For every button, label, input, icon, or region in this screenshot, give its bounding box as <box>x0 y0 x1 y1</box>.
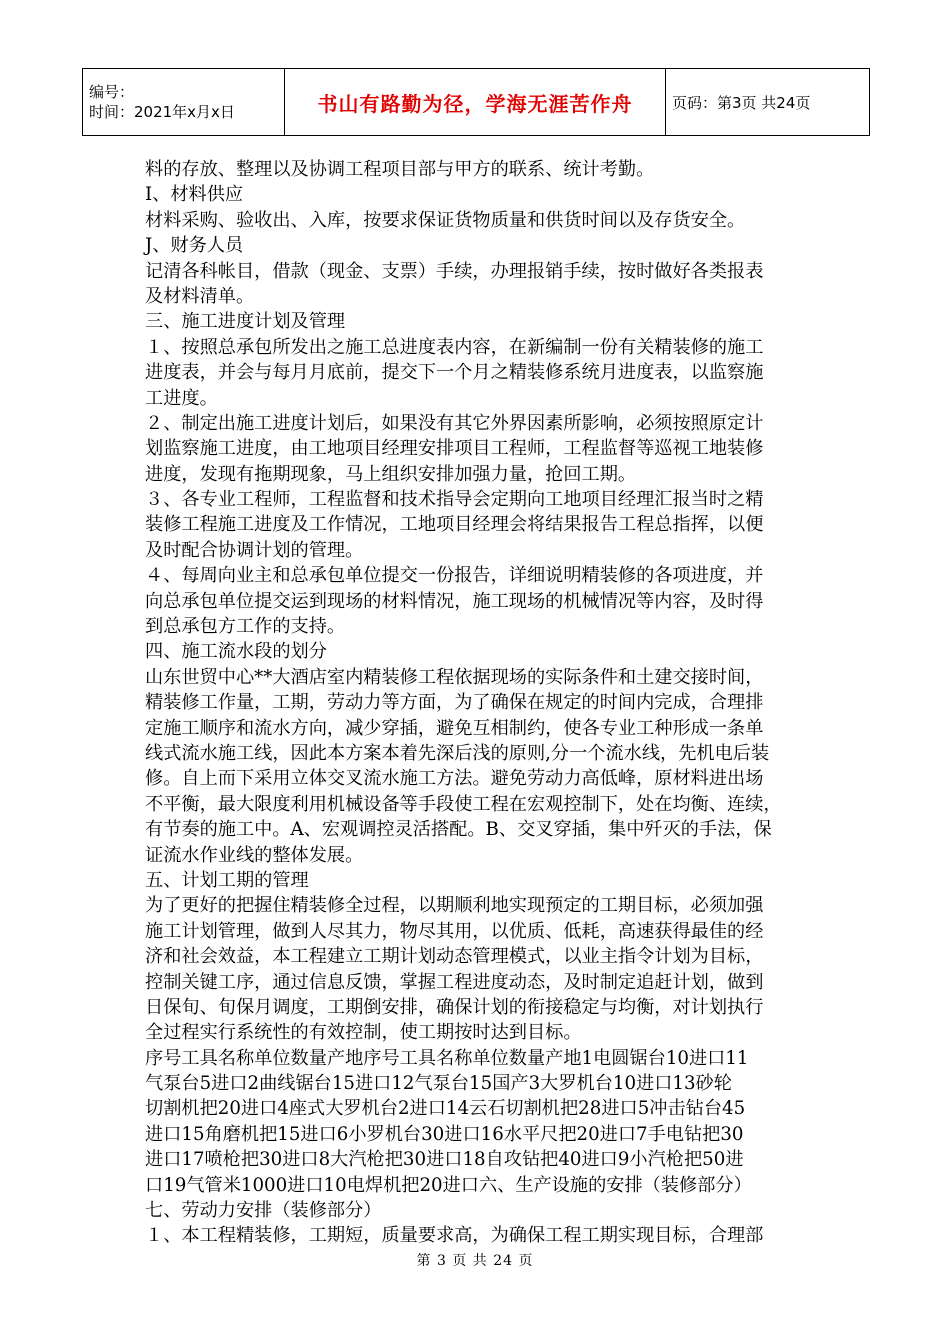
header-meta <box>83 69 285 136</box>
text-line: J、财务人员 <box>145 235 244 257</box>
text-line: 为了更好的把握住精装修全过程，以期顺利地实现预定的工期目标，必须加强 <box>145 895 764 917</box>
text-line: 划监察施工进度，由工地项目经理安排项目工程师，工程监督等巡视工地装修 <box>145 438 764 460</box>
text-line: 定施工顺序和流水方向，减少穿插，避免互相制约，使各专业工种形成一条单 <box>145 717 764 739</box>
document-time: 时间：2021年x月x日 <box>89 103 235 121</box>
text-line: 有节奏的施工中。A、宏观调控灵活搭配。B、交叉穿插，集中歼灭的手法，保 <box>145 819 772 841</box>
text-line: 控制关键工序，通过信息反馈，掌握工程进度动态，及时制定追赶计划，做到 <box>145 971 764 993</box>
text-line: 进口15角磨机把15进口6小罗机台30进口16水平尺把20进口7手电钻把30 <box>145 1123 744 1145</box>
text-line: ２、制定出施工进度计划后，如果没有其它外界因素所影响，必须按照原定计 <box>145 412 764 434</box>
page-footer: 第 3 页 共 24 页 <box>416 1253 534 1269</box>
text-line: 证流水作业线的整体发展。 <box>145 844 364 866</box>
text-line: 到总承包方工作的支持。 <box>145 616 346 638</box>
text-line: 七、劳动力安排（装修部分） <box>145 1200 382 1222</box>
text-line: 日保旬、旬保月调度，工期倒安排，确保计划的衔接稳定与均衡，对计划执行 <box>145 996 764 1018</box>
text-line: ４、每周向业主和总承包单位提交一份报告，详细说明精装修的各项进度，并 <box>145 565 764 587</box>
text-line: 序号工具名称单位数量产地序号工具名称单位数量产地1电圆锯台10进口11 <box>145 1047 749 1069</box>
text-line: 修。自上而下采用立体交叉流水施工方法。避免劳动力高低峰，原材料进出场 <box>145 768 764 790</box>
text-line: 线式流水施工线，因此本方案本着先深后浅的原则,分一个流水线，先机电后装 <box>145 742 770 764</box>
text-line: 料的存放、整理以及协调工程项目部与甲方的联系、统计考勤。 <box>145 159 655 180</box>
text-line: 施工计划管理，做到人尽其力，物尽其用，以优质、低耗，高速获得最佳的经 <box>145 920 764 942</box>
text-line: 口19气管米1000进口10电焊机把20进口六、生产设施的安排（装修部分） <box>145 1174 752 1196</box>
text-line: 向总承包单位提交运到现场的材料情况，施工现场的机械情况等内容，及时得 <box>145 590 764 612</box>
header-page-info: 页码：第3页 共24页 <box>666 69 870 136</box>
text-line: 切割机把20进口4座式大罗机台2进口14云石切割机把28进口5冲击钻台45 <box>145 1098 746 1120</box>
text-line: 山东世贸中心**大酒店室内精装修工程依据现场的实际条件和土建交接时间， <box>145 666 764 688</box>
document-number: 编号： <box>89 83 135 101</box>
text-line: 工进度。 <box>145 387 218 409</box>
text-line: １、按照总承包所发出之施工总进度表内容，在新编制一份有关精装修的施工 <box>145 336 764 358</box>
text-line: 装修工程施工进度及工作情况，工地项目经理会将结果报告工程总指挥，以便 <box>145 514 764 536</box>
text-line: 及时配合协调计划的管理。 <box>145 539 364 561</box>
text-line: 材料采购、验收出、入库，按要求保证货物质量和供货时间以及存货安全。 <box>145 209 746 231</box>
text-line: 三、施工进度计划及管理 <box>145 311 346 333</box>
text-line: 四、施工流水段的划分 <box>145 641 327 663</box>
text-line: 全过程实行系统性的有效控制，使工期按时达到目标。 <box>145 1022 582 1044</box>
text-line: ３、各专业工程师，工程监督和技术指导会定期向工地项目经理汇报当时之精 <box>145 489 764 511</box>
page-header <box>82 68 870 136</box>
text-line: 及材料清单。 <box>145 285 255 307</box>
text-line: 精装修工作量，工期，劳动力等方面，为了确保在规定的时间内完成，合理排 <box>145 692 764 714</box>
document-body <box>145 157 805 1249</box>
text-line: 五、计划工期的管理 <box>145 869 309 891</box>
text-line: 记清各科帐目，借款（现金、支票）手续，办理报销手续，按时做好各类报表 <box>145 260 764 282</box>
text-line: I、材料供应 <box>145 184 244 206</box>
text-line: 济和社会效益，本工程建立工期计划动态管理模式，以业主指令计划为目标， <box>145 946 764 968</box>
header-motto: 书山有路勤为径，学海无涯苦作舟 <box>285 69 666 136</box>
text-line: １、本工程精装修，工期短，质量要求高，为确保工程工期实现目标，合理部 <box>145 1225 764 1247</box>
text-line: 进度表，并会与每月月底前，提交下一个月之精装修系统月进度表，以监察施 <box>145 362 764 384</box>
text-line: 进口17喷枪把30进口8大汽枪把30进口18自攻钻把40进口9小汽枪把50进 <box>145 1149 744 1171</box>
text-line: 气泵台5进口2曲线锯台15进口12气泵台15国产3大罗机台10进口13砂轮 <box>145 1073 732 1095</box>
text-line: 不平衡，最大限度利用机械设备等手段使工程在宏观控制下，处在均衡、连续， <box>145 793 782 815</box>
text-line: 进度，发现有拖期现象，马上组织安排加强力量，抢回工期。 <box>145 463 637 485</box>
